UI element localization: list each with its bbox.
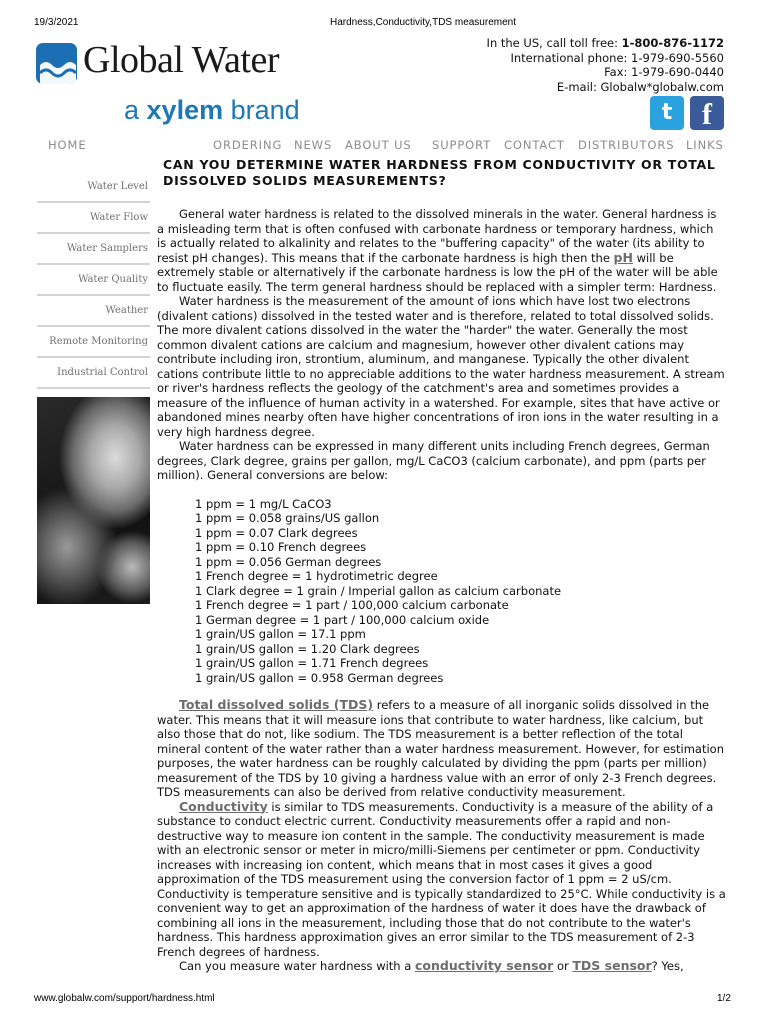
conversion-item: 1 grain/US gallon = 1.71 French degrees — [195, 656, 429, 670]
intl-phone: International phone: 1-979-690-5560 — [510, 50, 724, 65]
conversion-item: 1 French degree = 1 hydrotimetric degree — [195, 569, 438, 583]
tollfree-number[interactable]: 1-800-876-1172 — [621, 36, 724, 50]
sidebar-item-industrial-control[interactable]: Industrial Control — [37, 358, 150, 389]
print-date: 19/3/2021 — [34, 17, 79, 28]
contact-block — [487, 36, 724, 94]
brand-name: Global Water — [83, 39, 280, 81]
sidebar-item-water-flow[interactable]: Water Flow — [37, 203, 150, 234]
conductivity-link[interactable]: Conductivity — [179, 798, 268, 814]
sidebar-item-water-quality[interactable]: Water Quality — [37, 265, 150, 296]
tollfree-line: In the US, call toll free: 1-800-876-1172 — [486, 36, 724, 50]
paragraph-water-hardness: Water hardness is the measurement of the amount of ions which have lost two electrons (divalent cations) dissolved in the tested water and is therefore, related to total dissolved solids. The more divalent cations dissolved in the water the "harder" the water. Generally the most common divalent cations are calcium and magnesium, however other divalent cations may contribute including iron, strontium, aluminum, and manganese. Typically the other divalent cations contribute little to no appreciable additions to the water hardness measurement. A stream or river's hardness reflects the geology of the catchment's area and sometimes provides a measure of the influence of human activity in a watershed. For example, sites that have active or abandoned mines nearby often have higher concentrations of iron ions in the water resulting in a very high hardness degree. — [157, 294, 725, 439]
conversion-item: 1 grain/US gallon = 0.958 German degrees — [195, 670, 444, 685]
tds-link[interactable]: Total dissolved solids (TDS) — [179, 697, 374, 712]
nav-contact[interactable]: CONTACT — [504, 138, 565, 152]
conversion-item: 1 French degree = 1 part / 100,000 calcium carbonate — [195, 598, 509, 612]
top-navigation — [48, 138, 732, 152]
sidebar-item-water-level[interactable]: Water Level — [37, 172, 150, 203]
paragraph-general-hardness: General water hardness is related to the dissolved minerals in the water. General hardness is a misleading term that is often confused with carbonate hardness or temporary hardness, which is actually related to alkalinity and relates to the "buffering capacity" of the water (its ability to resist pH changes). This means that if the carbonate hardness is high then the pH will be extremely stable or alternatively if the carbonate hardness is low the pH of the water will be able to fluctuate easily. The term general hardness should be replaced with a simpler term: Hardness. — [157, 207, 718, 294]
nav-about-us[interactable]: ABOUT US — [345, 138, 412, 152]
paragraph-sensor-question: Can you measure water hardness with a conductivity sensor or TDS sensor? Yes, — [179, 958, 684, 973]
paragraph-conductivity: Conductivity is similar to TDS measurements. Conductivity is a measure of the ability of a substance to conduct electric current. Conductivity measurements offer a rapid and non-destructive way to measure ion content in the sample. The conductivity measurement is made with an electronic sensor or meter in micro/milli-Siemens per centimeter or ppm. Conductivity increases with increasing ion content, which means that in most cases it gives a good approximation of the TDS measurement using the conversion factor of 1 ppm = 2 uS/cm. Conductivity is temperature sensitive and is typically standardized to 25°C. While conductivity is a convenient way to get an approximation of the hardness of water it does have the drawback of combining all ions in the measurement, including those that do not contribute to the water's hardness. This hardness approximation gives an error similar to the TDS measurement of 2-3 French degrees of hardness. — [157, 798, 726, 959]
conversion-item: 1 ppm = 0.10 French degrees — [195, 540, 367, 554]
sidebar-item-weather[interactable]: Weather — [37, 296, 150, 327]
tds-sensor-link[interactable]: TDS sensor — [572, 958, 652, 973]
nav-support[interactable]: SUPPORT — [432, 138, 492, 152]
sidebar-photo — [37, 397, 150, 604]
email[interactable]: E-mail: Globalw*globalw.com — [556, 79, 724, 94]
print-page-number: 1/2 — [717, 993, 731, 1004]
conversion-item: 1 ppm = 0.07 Clark degrees — [195, 525, 358, 540]
conversion-item: 1 ppm = 1 mg/L CaCO3 — [195, 496, 332, 511]
nav-links[interactable]: LINKS — [686, 138, 724, 152]
article-heading: CAN YOU DETERMINE WATER HARDNESS FROM CONDUCTIVITY OR TOTAL DISSOLVED SOLIDS MEASUREMENTS? — [163, 157, 716, 188]
nav-news[interactable]: NEWS — [294, 138, 333, 152]
conversion-item: 1 ppm = 0.056 German degrees — [195, 554, 382, 569]
sidebar-item-remote-monitoring[interactable]: Remote Monitoring — [37, 327, 150, 358]
conversion-item: 1 ppm = 0.058 grains/US gallon — [195, 511, 380, 525]
article — [157, 157, 726, 974]
fax: Fax: 1-979-690-0440 — [604, 65, 724, 80]
side-navigation — [37, 172, 150, 389]
print-title: Hardness,Conductivity,TDS measurement — [330, 17, 516, 28]
paragraph-tds: Total dissolved solids (TDS) refers to a measure of all inorganic solids dissolved in the water. This means that it will measure ions that contribute to water hardness, like calcium, but also those that do not, like sodium. The TDS measurement is a better reflection of the total mineral content of the water rather than a water hardness measurement. However, for estimation purposes, the water hardness can be roughly calculated by dividing the ppm (parts per million) measurement of the TDS by 10 giving a hardness value with an error of only 2-3 French degrees. TDS measurements can also be derived from relative conductivity measurement. — [157, 697, 725, 799]
conversion-item: 1 Clark degree = 1 grain / Imperial gallon as calcium carbonate — [195, 583, 562, 598]
conversion-item: 1 German degree = 1 part / 100,000 calcium oxide — [195, 612, 490, 627]
nav-ordering[interactable]: ORDERING — [213, 138, 283, 152]
conversion-list — [195, 497, 726, 686]
conversion-item: 1 grain/US gallon = 17.1 ppm — [195, 627, 366, 641]
print-url: www.globalw.com/support/hardness.html — [34, 993, 215, 1004]
global-water-logo[interactable] — [36, 40, 336, 135]
facebook-icon[interactable]: f — [690, 96, 724, 130]
paragraph-units: Water hardness can be expressed in many different units including French degrees, German degrees, Clark degree, grains per gallon, mg/L CaCO3 (calcium carbonate), and ppm (parts per million). General conversions are below: — [157, 439, 710, 482]
conversion-item: 1 grain/US gallon = 1.20 Clark degrees — [195, 641, 420, 656]
nav-home[interactable]: HOME — [48, 138, 87, 152]
brand-tagline: a xylem brand — [124, 95, 300, 125]
twitter-icon[interactable]: t — [650, 96, 684, 130]
sidebar-item-water-samplers[interactable]: Water Samplers — [37, 234, 150, 265]
nav-distributors[interactable]: DISTRIBUTORS — [578, 138, 675, 152]
ph-link[interactable]: pH — [613, 249, 633, 265]
water-drop-icon — [36, 43, 77, 84]
conductivity-sensor-link[interactable]: conductivity sensor — [414, 958, 554, 973]
